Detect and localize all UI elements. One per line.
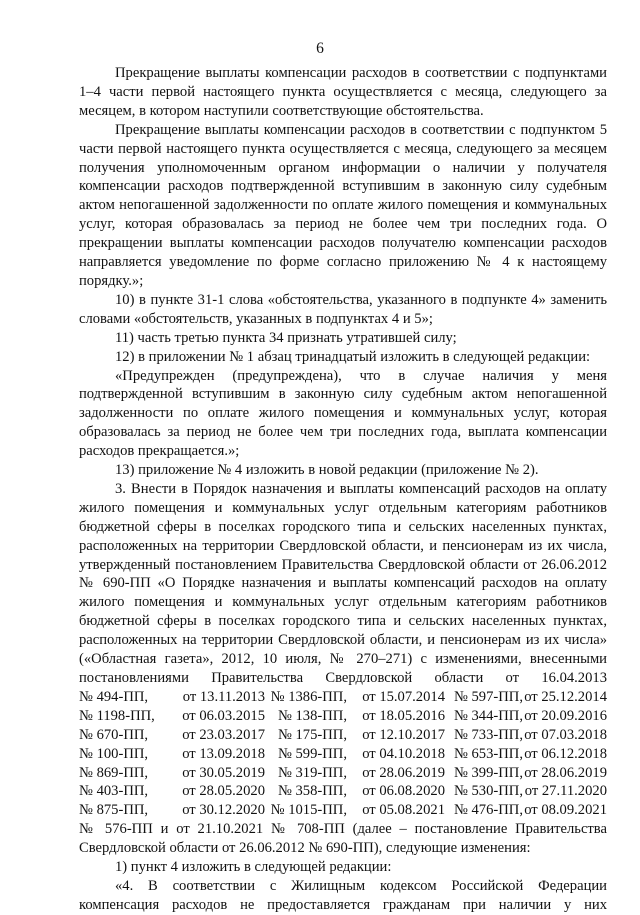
resolution-date: от 13.11.2013: [182, 688, 265, 705]
paragraph-clause-4-quote: «4. В соответствии с Жилищным кодексом Российской Федерации компенсация расходов не предоставляется гражданам при наличии у них: [79, 877, 607, 913]
resolution-date: от 30.05.2019: [182, 764, 265, 781]
resolution-date: от 12.10.2017: [362, 726, 445, 743]
amendment-row: [79, 782, 607, 801]
document-body: [79, 64, 607, 915]
amendment-row: [79, 764, 607, 783]
paragraph-termination-subpoint-5: Прекращение выплаты компенсации расходов в соответствии с подпунктом 5 части первой настоящего пункта осуществляется с месяца, следующего за месяцем получения уполномоченным органом информации о наличии у получателя компенсации расходов подтвержденной вступившим в законную силу судебным актом непогашенной задолженности по оплате жилого помещения и коммунальных услуг, которая образовалась за период не более чем три последних года. О прекращении выплаты компенсации расходов получателю компенсации расходов направляется уведомление по форме согласно приложению № 4 к настоящему порядку.»;: [79, 121, 607, 289]
paragraph-item-13: 13) приложение № 4 изложить в новой редакции (приложение № 2).: [115, 462, 539, 479]
resolution-number: № 138-ПП,: [277, 707, 347, 724]
amendment-row: [79, 745, 607, 764]
amendment-row: [79, 801, 607, 820]
resolution-number: № 733-ПП,: [453, 726, 523, 743]
resolution-number: № 599-ПП,: [277, 745, 347, 762]
resolution-number: № 530-ПП,: [453, 783, 523, 800]
resolution-number: № 670-ПП,: [79, 726, 149, 743]
paragraph-subitem-1: 1) пункт 4 изложить в следующей редакции:: [115, 859, 392, 876]
resolution-date: от 06.12.2018: [524, 745, 607, 762]
resolution-date: от 06.03.2015: [182, 707, 265, 724]
amendment-references-table: [79, 688, 607, 820]
resolution-number: № 358-ПП,: [277, 783, 347, 800]
resolution-number: № 875-ПП,: [79, 802, 149, 819]
resolution-number: № 1015-ПП,: [270, 802, 347, 819]
resolution-date: от 28.06.2019: [524, 764, 607, 781]
resolution-date: от 06.08.2020: [362, 783, 445, 800]
resolution-date: от 07.03.2018: [524, 726, 607, 743]
paragraph-section-3: 3. Внести в Порядок назначения и выплаты компенсаций расходов на оплату жилого помещения и коммунальных услуг отдельным категориям работников бюджетной сферы в поселках городского типа и сельских населенных пунктах, расположенных на территории Свердловской области, и пенсионерам из их числа, утвержденный постановлением Правительства Свердловской области от 26.06.2012 № 690-ПП «О Порядке назначения и выплаты компенсаций расходов на оплату жилого помещения и коммунальных услуг отдельным категориям работников бюджетной сферы в поселках городского типа и сельских населенных пунктах, расположенных на территории Свердловской области, и пенсионерам из их числа» («Областная газета», 2012, 10 июля, № 270–271) с изменениями, внесенными постановлениями Правительства Свердловской области от 16.04.2013: [79, 480, 607, 686]
resolution-date: от 28.06.2019: [362, 764, 445, 781]
resolution-date: от 18.05.2016: [362, 707, 445, 724]
resolution-date: от 05.08.2021: [362, 802, 445, 819]
paragraph-warning-quote: «Предупрежден (предупреждена), что в случае наличия у меня подтвержденной вступившим в законную силу судебным актом непогашенной задолженности по оплате жилого помещения и коммунальных услуг, которая образовалась за период не более чем три последних года, выплата компенсации расходов прекращается.»;: [79, 367, 607, 460]
paragraph-section-3-end: № 576-ПП и от 21.10.2021 № 708-ПП (далее – постановление Правительства Свердловской области от 26.06.2012 № 690-ПП), следующие изменения:: [79, 821, 607, 857]
resolution-date: от 20.09.2016: [524, 707, 607, 724]
resolution-date: от 28.05.2020: [182, 783, 265, 800]
resolution-number: № 175-ПП,: [277, 726, 347, 743]
resolution-date: от 15.07.2014: [362, 688, 445, 705]
resolution-date: от 13.09.2018: [182, 745, 265, 762]
resolution-number: № 494-ПП,: [79, 688, 149, 705]
resolution-number: № 399-ПП,: [453, 764, 523, 781]
amendment-row: [79, 707, 607, 726]
resolution-date: от 23.03.2017: [182, 726, 265, 743]
resolution-number: № 597-ПП,: [453, 688, 523, 705]
resolution-date: от 25.12.2014: [524, 688, 607, 705]
resolution-date: от 04.10.2018: [362, 745, 445, 762]
resolution-date: от 27.11.2020: [524, 783, 607, 800]
resolution-number: № 869-ПП,: [79, 764, 149, 781]
resolution-number: № 1386-ПП,: [270, 688, 347, 705]
resolution-number: № 1198-ПП,: [79, 707, 155, 724]
resolution-date: от 30.12.2020: [182, 802, 265, 819]
paragraph-termination-subpoints-1-4: Прекращение выплаты компенсации расходов в соответствии с подпунктами 1–4 части первой настоящего пункта осуществляется с месяца, следующего за месяцем, в котором наступили соответствующие обстоятельства.: [79, 65, 607, 119]
paragraph-item-12: 12) в приложении № 1 абзац тринадцатый изложить в следующей редакции:: [115, 348, 591, 365]
resolution-number: № 100-ПП,: [79, 745, 149, 762]
amendment-row: [79, 688, 607, 707]
resolution-number: № 403-ПП,: [79, 783, 149, 800]
page-number: 6: [316, 40, 324, 57]
amendment-row: [79, 726, 607, 745]
resolution-number: № 653-ПП,: [453, 745, 523, 762]
resolution-date: от 08.09.2021: [524, 802, 607, 819]
resolution-number: № 319-ПП,: [277, 764, 347, 781]
paragraph-item-10: 10) в пункте 31-1 слова «обстоятельства, указанного в подпункте 4» заменить словами «обстоятельств, указанных в подпунктах 4 и 5»;: [79, 291, 607, 327]
resolution-number: № 344-ПП,: [453, 707, 523, 724]
resolution-number: № 476-ПП,: [453, 802, 523, 819]
paragraph-item-11: 11) часть третью пункта 34 признать утратившей силу;: [115, 329, 457, 346]
